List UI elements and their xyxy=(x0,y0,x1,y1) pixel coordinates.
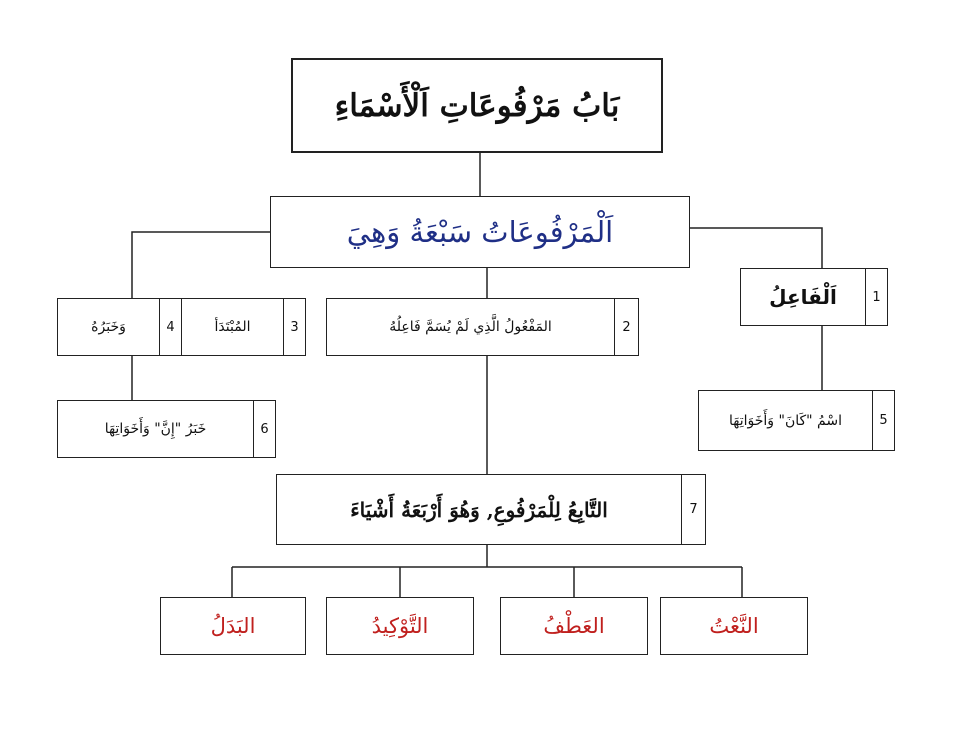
node-2-label: المَفْعُولُ الَّذِي لَمْ يُسَمَّ فَاعِلُهُ xyxy=(389,319,552,335)
node-1-fail xyxy=(740,268,888,326)
node-4-label: وَخَبَرُهُ xyxy=(91,319,126,335)
follower-naat-label: النَّعْتُ xyxy=(709,614,759,638)
main-heading-box xyxy=(270,196,690,268)
node-6-number: 6 xyxy=(253,401,275,457)
follower-atf-label: العَطْفُ xyxy=(543,614,605,638)
node-1-number: 1 xyxy=(865,269,887,325)
node-3-number: 3 xyxy=(283,299,305,355)
node-6-khabar-inna xyxy=(57,400,276,458)
node-5-number: 5 xyxy=(872,391,894,450)
node-4-number: 4 xyxy=(159,299,181,355)
node-7-label: التَّابِعُ لِلْمَرْفُوعِ, وَهُوَ أَرْبَعَةُ أَشْيَاءَ xyxy=(350,497,608,522)
follower-naat xyxy=(660,597,808,655)
node-5-ism-kana xyxy=(698,390,895,451)
follower-badal-label: البَدَلُ xyxy=(210,614,256,638)
connector-heading-left xyxy=(132,232,270,298)
connector-heading-right xyxy=(690,228,822,268)
title-box xyxy=(291,58,663,153)
node-3-label: المُبْتَدَأ xyxy=(181,299,283,355)
follower-badal xyxy=(160,597,306,655)
diagram-title: بَابُ مَرْفُوعَاتِ اَلْأَسْمَاءِ xyxy=(334,87,620,124)
follower-tawkid xyxy=(326,597,474,655)
node-6-label: خَبَرُ "إِنَّ" وَأَخَوَاتِهَا xyxy=(104,421,207,437)
main-heading: اَلْمَرْفُوعَاتُ سَبْعَةُ وَهِيَ xyxy=(346,215,614,249)
node-3-4-mubtada-khabar xyxy=(57,298,306,356)
follower-tawkid-label: التَّوْكِيدُ xyxy=(371,614,429,638)
node-7-tabi xyxy=(276,474,706,545)
node-2-mafool xyxy=(326,298,639,356)
follower-atf xyxy=(500,597,648,655)
node-7-number: 7 xyxy=(681,475,705,544)
node-1-label: اَلْفَاعِلُ xyxy=(769,285,837,309)
node-5-label: اسْمُ "كَانَ" وَأَخَوَاتِهَا xyxy=(729,412,842,429)
node-2-number: 2 xyxy=(614,299,638,355)
